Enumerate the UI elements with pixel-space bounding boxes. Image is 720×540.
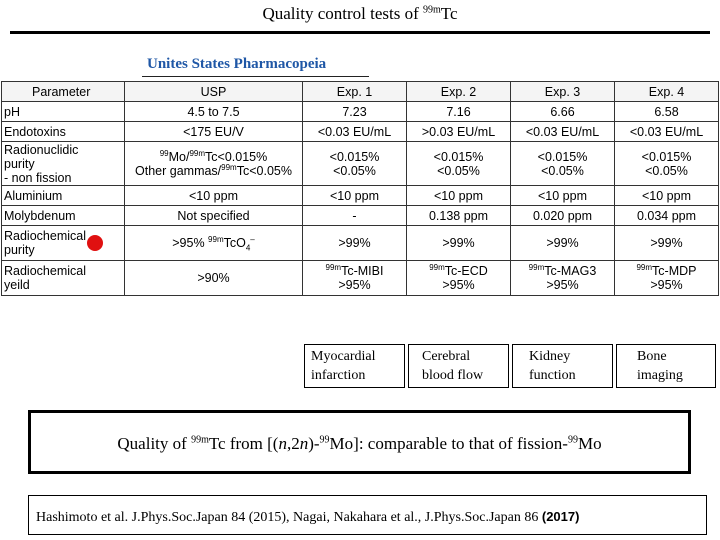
use-box-myocardial: Myocardial infarction bbox=[304, 344, 405, 388]
cell-parameter: pH bbox=[2, 102, 125, 122]
cell-exp4: 0.034 ppm bbox=[615, 206, 719, 226]
citation-box bbox=[28, 495, 707, 535]
table-row-radiochemical-yield bbox=[2, 261, 719, 296]
cell-usp: Not specified bbox=[125, 206, 303, 226]
cell-exp4: >99% bbox=[615, 226, 719, 261]
cell-exp3: 6.66 bbox=[511, 102, 615, 122]
use-box-cerebral: Cerebral blood flow bbox=[408, 344, 509, 388]
header-exp3: Exp. 3 bbox=[511, 82, 615, 102]
cell-usp: $^{99}$Mo/$^{99m}$Tc<0.015% Other gammas/$^{99m}$Tc<0.05% bbox=[125, 142, 303, 186]
quality-statement: Quality of $^{99m}$Tc from [(n,2n)-$^{99}$Mo]: comparable to that of fission-$^{99}$Mo bbox=[117, 434, 602, 453]
cell-exp1: - bbox=[303, 206, 407, 226]
cell-exp3: $^{99m}$Tc-MAG3 >95% bbox=[511, 261, 615, 296]
cell-usp: 4.5 to 7.5 bbox=[125, 102, 303, 122]
table-row-radiochemical-purity bbox=[2, 226, 719, 261]
table-row-ph bbox=[2, 102, 719, 122]
slide-title: Quality control tests of $^{99m}$Tc bbox=[262, 4, 458, 23]
cell-usp: >90% bbox=[125, 261, 303, 296]
use-box-kidney: Kidney function bbox=[512, 344, 613, 388]
table-row-molybdenum bbox=[2, 206, 719, 226]
table-header-row bbox=[2, 82, 719, 102]
cell-exp2: 0.138 ppm bbox=[407, 206, 511, 226]
cell-exp3: 0.020 ppm bbox=[511, 206, 615, 226]
cell-exp4: <0.015% <0.05% bbox=[615, 142, 719, 186]
cell-exp4: 6.58 bbox=[615, 102, 719, 122]
cell-exp1: >99% bbox=[303, 226, 407, 261]
cell-exp2: <10 ppm bbox=[407, 186, 511, 206]
cell-parameter: Endotoxins bbox=[2, 122, 125, 142]
subtitle-underline bbox=[142, 76, 369, 77]
header-exp1: Exp. 1 bbox=[303, 82, 407, 102]
cell-exp4: <0.03 EU/mL bbox=[615, 122, 719, 142]
table-row-aluminium bbox=[2, 186, 719, 206]
cell-exp1: 7.23 bbox=[303, 102, 407, 122]
cell-exp2: >99% bbox=[407, 226, 511, 261]
cell-exp2: 7.16 bbox=[407, 102, 511, 122]
cell-parameter: Radiochemical yeild bbox=[2, 261, 125, 296]
cell-exp3: <10 ppm bbox=[511, 186, 615, 206]
quality-table bbox=[1, 81, 719, 296]
molybdenum-marker-dot bbox=[87, 235, 103, 251]
cell-exp1: <10 ppm bbox=[303, 186, 407, 206]
cell-exp3: >99% bbox=[511, 226, 615, 261]
header-exp2: Exp. 2 bbox=[407, 82, 511, 102]
citation-text: Hashimoto et al. J.Phys.Soc.Japan 84 (2015), Nagai, Nakahara et al., J.Phys.Soc.Japan 86 (2017) bbox=[36, 509, 580, 525]
header-exp4: Exp. 4 bbox=[615, 82, 719, 102]
cell-exp2: >0.03 EU/mL bbox=[407, 122, 511, 142]
cell-parameter: Radionuclidic purity - non fission bbox=[2, 142, 125, 186]
quality-callout-box bbox=[28, 410, 691, 474]
cell-exp4: $^{99m}$Tc-MDP >95% bbox=[615, 261, 719, 296]
cell-parameter: Radiochemical purity bbox=[2, 226, 125, 261]
table-row-endotoxins bbox=[2, 122, 719, 142]
cell-parameter: Aluminium bbox=[2, 186, 125, 206]
header-parameter: Parameter bbox=[2, 82, 125, 102]
cell-usp: <10 ppm bbox=[125, 186, 303, 206]
cell-exp3: <0.015% <0.05% bbox=[511, 142, 615, 186]
cell-usp: <175 EU/V bbox=[125, 122, 303, 142]
cell-exp1: $^{99m}$Tc-MIBI >95% bbox=[303, 261, 407, 296]
cell-parameter: Molybdenum bbox=[2, 206, 125, 226]
cell-exp2: $^{99m}$Tc-ECD >95% bbox=[407, 261, 511, 296]
cell-exp2: <0.015% <0.05% bbox=[407, 142, 511, 186]
use-box-bone: Bone imaging bbox=[616, 344, 716, 388]
cell-usp: >95% $^{99m}$TcO$_4$– bbox=[125, 226, 303, 261]
title-divider bbox=[10, 31, 710, 34]
subtitle: Unites States Pharmacopeia bbox=[147, 56, 327, 72]
cell-exp1: <0.015% <0.05% bbox=[303, 142, 407, 186]
table-row-radionuclidic bbox=[2, 142, 719, 186]
header-usp: USP bbox=[125, 82, 303, 102]
cell-exp3: <0.03 EU/mL bbox=[511, 122, 615, 142]
cell-exp1: <0.03 EU/mL bbox=[303, 122, 407, 142]
cell-exp4: <10 ppm bbox=[615, 186, 719, 206]
